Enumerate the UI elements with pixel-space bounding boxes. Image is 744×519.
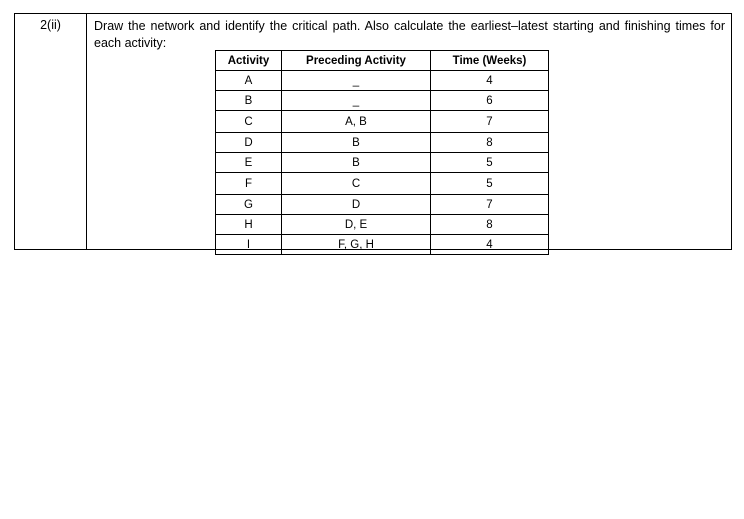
activity-cell: C [216,111,282,133]
table-row [216,111,549,133]
activity-cell: E [216,153,282,173]
question-content [87,14,731,249]
preceding-cell: _ [282,71,431,91]
time-cell: 5 [431,173,549,195]
time-cell: 5 [431,153,549,173]
question-text: Draw the network and identify the critical path. Also calculate the earliest–latest starting and finishing times for each activity: [94,19,725,50]
activity-table [215,50,549,255]
activity-cell: I [216,235,282,255]
activity-cell: D [216,133,282,153]
time-cell: 8 [431,215,549,235]
question-number: 2(ii) [15,14,87,249]
activity-cell: F [216,173,282,195]
header-activity: Activity [216,51,282,71]
table-row [216,173,549,195]
table-header-row [216,51,549,71]
table-row [216,71,549,91]
preceding-cell: D, E [282,215,431,235]
preceding-cell: D [282,195,431,215]
activity-cell: H [216,215,282,235]
time-cell: 7 [431,195,549,215]
activity-cell: B [216,91,282,111]
table-row [216,153,549,173]
time-cell: 8 [431,133,549,153]
preceding-cell: C [282,173,431,195]
time-cell: 7 [431,111,549,133]
preceding-cell: F, G, H [282,235,431,255]
table-row [216,133,549,153]
activity-cell: A [216,71,282,91]
preceding-cell: B [282,153,431,173]
question-box [14,13,732,250]
preceding-cell: _ [282,91,431,111]
preceding-cell: B [282,133,431,153]
header-preceding-activity: Preceding Activity [282,51,431,71]
activity-table-container [215,50,549,255]
table-row [216,91,549,111]
time-cell: 4 [431,235,549,255]
table-row [216,195,549,215]
time-cell: 6 [431,91,549,111]
header-time-weeks: Time (Weeks) [431,51,549,71]
table-row [216,215,549,235]
table-row [216,235,549,255]
activity-cell: G [216,195,282,215]
preceding-cell: A, B [282,111,431,133]
time-cell: 4 [431,71,549,91]
